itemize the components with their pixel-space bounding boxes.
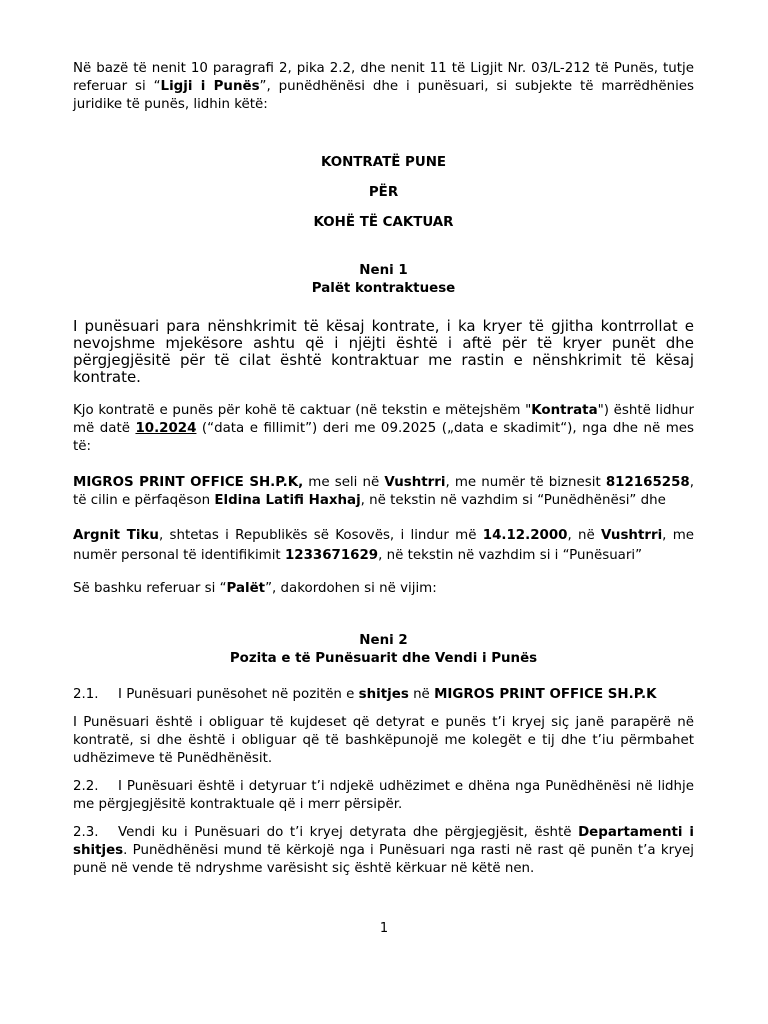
article1-heading: Neni 1 [359, 263, 408, 278]
parties-paragraph: Së bashku referuar si “Palët”, dakordohen si në vijim: [73, 581, 437, 596]
clause-2-1-obligations: I Punësuari është i obliguar të kujdeset që detyrat e punës t’i kryej siç janë parapërë në kontratë, si dhe është i obliguar që të bashkëpunojë me kolegët e tij dhe t’iu përmbahet udhëzimeve të Punëdhënësit. [73, 715, 694, 766]
medical-check-paragraph: I punësuari para nënshkrimit të kësaj kontrate, i ka kryer të gjitha kontrrollat e nevojshme mjekësore ashtu që i njëjti është i aftë për të kryer punët dhe përgjegjësitë për të cilat është kontraktuar me rastin e nënshkrimit të kësaj kontrate. [73, 317, 694, 386]
contract-date-paragraph: Kjo kontratë e punës për kohë të caktuar (në tekstin e mëtejshëm "Kontrata") është lidhur më datë 10.2024 (“data e fillimit”) deri me 09.2025 („data e skadimit“), nga dhe në mes të: [73, 403, 694, 454]
start-date: 10.2024 [135, 421, 197, 436]
representative-name: Eldina Latifi Haxhaj [214, 493, 361, 508]
birth-date: 14.12.2000 [482, 528, 568, 543]
article2-heading: Neni 2 [359, 633, 408, 648]
clause-number: 2.2. [73, 779, 99, 794]
business-number: 812165258 [605, 475, 690, 490]
contract-title-line3: KOHË TË CAKTUAR [313, 215, 454, 230]
clause-2-2: 2.2. I Punësuari është i detyruar t’i ndjekë udhëzimet e dhëna nga Punëdhënësi në lidhje me përgjegjësitë kontraktuale që i merr përsipër. [73, 779, 694, 812]
employee-paragraph: Argnit Tiku, shtetas i Republikës së Kosovës, i lindur më 14.12.2000, në Vushtrri, me numër personal të identifikimit 1233671629, në tekstin në vazhdim si i “Punësuari” [73, 528, 694, 563]
position-name: shitjes [358, 687, 409, 702]
clause-2-1: 2.1. I Punësuari punësohet në pozitën e shitjes në MIGROS PRINT OFFICE SH.P.K [73, 687, 657, 702]
personal-id: 1233671629 [284, 548, 379, 563]
clause-number: 2.3. [73, 825, 99, 840]
contract-title-line1: KONTRATË PUNE [320, 155, 447, 170]
article2-subheading: Pozita e të Punësuarit dhe Vendi i Punës [229, 651, 538, 666]
employer-name: MIGROS PRINT OFFICE SH.P.K, [73, 475, 304, 490]
intro-paragraph: Në bazë të nenit 10 paragrafi 2, pika 2.2, dhe nenit 11 të Ligjit Nr. 03/L-212 të Punës, tutje referuar si “Ligji i Punës”, punëdhënësi dhe i punësuari, si subjekte të marrëdhënies juridike të punës, lidhin këtë: [73, 61, 694, 112]
employer-paragraph: MIGROS PRINT OFFICE SH.P.K, me seli në Vushtrri, me numër të biznesit 812165258, të cilin e përfaqëson Eldina Latifi Haxhaj, në tekstin në vazhdim si “Punëdhënësi” dhe [73, 475, 694, 508]
contract-title-line2: PËR [368, 185, 399, 200]
company-name: MIGROS PRINT OFFICE SH.P.K [434, 687, 657, 702]
contract-page [73, 60, 694, 878]
law-name: Ligji i Punës [160, 79, 260, 94]
article1-subheading: Palët kontraktuese [311, 281, 456, 296]
employee-name: Argnit Tiku [73, 528, 159, 543]
clause-number: 2.1. [73, 687, 99, 702]
page-number: 1 [379, 921, 389, 936]
clause-2-3: 2.3. Vendi ku i Punësuari do t’i kryej detyrata dhe përgjegjësit, është Departamenti i shitjes. Punëdhënësi mund të kërkojë nga i Punësuari nga rasti në rast që punën t’a kryej punë në vende të ndryshme varësisht siç është kërkuar në këtë nen. [73, 825, 695, 876]
department-name: Departamenti i shitjes [73, 825, 695, 858]
